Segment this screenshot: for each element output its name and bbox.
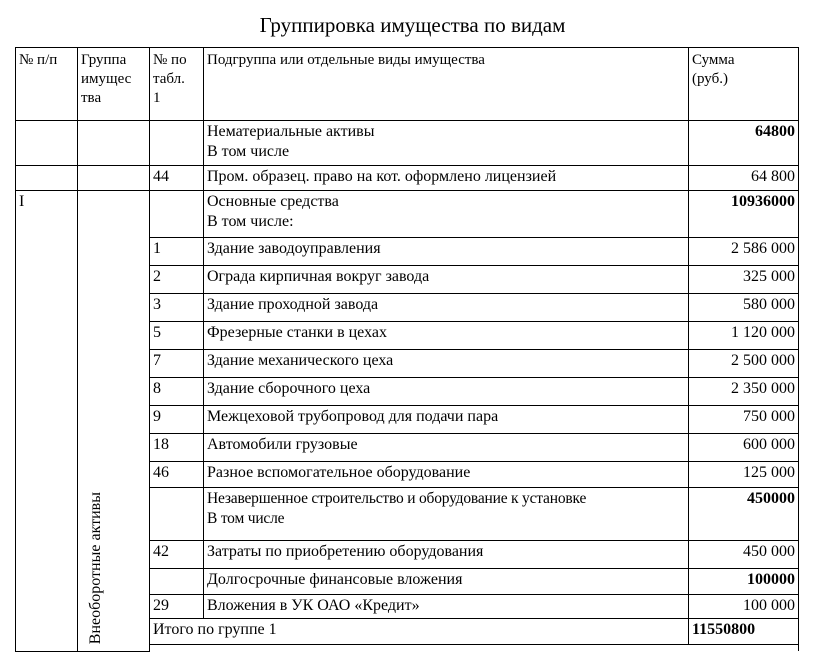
sum-cell: 450000 — [689, 488, 799, 541]
cut-cell — [150, 645, 799, 652]
sum-cell: 325 000 — [689, 266, 799, 294]
item-name-cell: Незавершенное строительство и оборудование к установке В том числе — [204, 488, 689, 541]
header-row-number: № п/п — [16, 48, 78, 121]
sum-cell: 64 800 — [689, 166, 799, 191]
sum-cell: 2 350 000 — [689, 378, 799, 406]
table-number-cell: 9 — [150, 406, 204, 434]
item-name-cell: Здание механического цеха — [204, 350, 689, 378]
group-label-cell — [78, 191, 150, 652]
group-number-cell: I — [16, 191, 78, 652]
table-number-cell: 5 — [150, 322, 204, 350]
table-number-cell: 3 — [150, 294, 204, 322]
sum-cell: 1 120 000 — [689, 322, 799, 350]
item-name-cell: Нематериальные активы В том числе — [204, 121, 689, 166]
header-property-group: Группа имущес тва — [78, 48, 150, 121]
item-name-cell: Пром. образец. право на кот. оформлено лицензией — [204, 166, 689, 191]
group-cell — [78, 166, 150, 191]
sum-cell: 600 000 — [689, 434, 799, 462]
sum-cell: 100000 — [689, 569, 799, 595]
sum-cell: 64800 — [689, 121, 799, 166]
item-name-cell: Здание заводоуправления — [204, 238, 689, 266]
table-number-cell: 18 — [150, 434, 204, 462]
table-number-cell: 2 — [150, 266, 204, 294]
table-number-cell: 8 — [150, 378, 204, 406]
item-name-cell: Затраты по приобретению оборудования — [204, 541, 689, 569]
page-title: Группировка имущества по видам — [259, 13, 566, 37]
table-number-cell — [150, 488, 204, 541]
table-header-row — [16, 48, 799, 121]
table-number-cell — [150, 121, 204, 166]
sum-cell: 2 586 000 — [689, 238, 799, 266]
row-number-cell — [16, 166, 78, 191]
sum-cell: 2 500 000 — [689, 350, 799, 378]
table-number-cell — [150, 569, 204, 595]
sum-cell: 100 000 — [689, 595, 799, 619]
sum-cell: 125 000 — [689, 462, 799, 488]
group-cell — [78, 121, 150, 166]
table-row — [16, 191, 799, 238]
table-number-cell: 46 — [150, 462, 204, 488]
total-sum-cell: 11550800 — [689, 619, 799, 645]
item-name-cell: Основные средства В том числе: — [204, 191, 689, 238]
item-name-cell: Фрезерные станки в цехах — [204, 322, 689, 350]
sum-cell: 580 000 — [689, 294, 799, 322]
header-table-number: № по табл. 1 — [150, 48, 204, 121]
table-number-cell: 42 — [150, 541, 204, 569]
table-number-cell: 1 — [150, 238, 204, 266]
item-name-cell: Автомобили грузовые — [204, 434, 689, 462]
item-name-cell: Межцеховой трубопровод для подачи пара — [204, 406, 689, 434]
property-grouping-table — [15, 47, 799, 652]
header-subgroup: Подгруппа или отдельные виды имущества — [204, 48, 689, 121]
item-name-cell: Здание сборочного цеха — [204, 378, 689, 406]
table-number-cell — [150, 191, 204, 238]
sum-cell: 450 000 — [689, 541, 799, 569]
table-number-cell: 7 — [150, 350, 204, 378]
item-name-cell: Здание проходной завода — [204, 294, 689, 322]
header-sum: Сумма (руб.) — [689, 48, 799, 121]
total-label-cell: Итого по группе 1 — [150, 619, 689, 645]
row-number-cell — [16, 121, 78, 166]
item-name-cell: Ограда кирпичная вокруг завода — [204, 266, 689, 294]
item-name-cell: Долгосрочные финансовые вложения — [204, 569, 689, 595]
sum-cell: 750 000 — [689, 406, 799, 434]
table-row — [16, 121, 799, 166]
item-name-cell: Вложения в УК ОАО «Кредит» — [204, 595, 689, 619]
table-number-cell: 29 — [150, 595, 204, 619]
group-label: Внеоборотные активы — [87, 492, 104, 645]
item-name-cell: Разное вспомогательное оборудование — [204, 462, 689, 488]
table-row — [16, 166, 799, 191]
sum-cell: 10936000 — [689, 191, 799, 238]
table-number-cell: 44 — [150, 166, 204, 191]
